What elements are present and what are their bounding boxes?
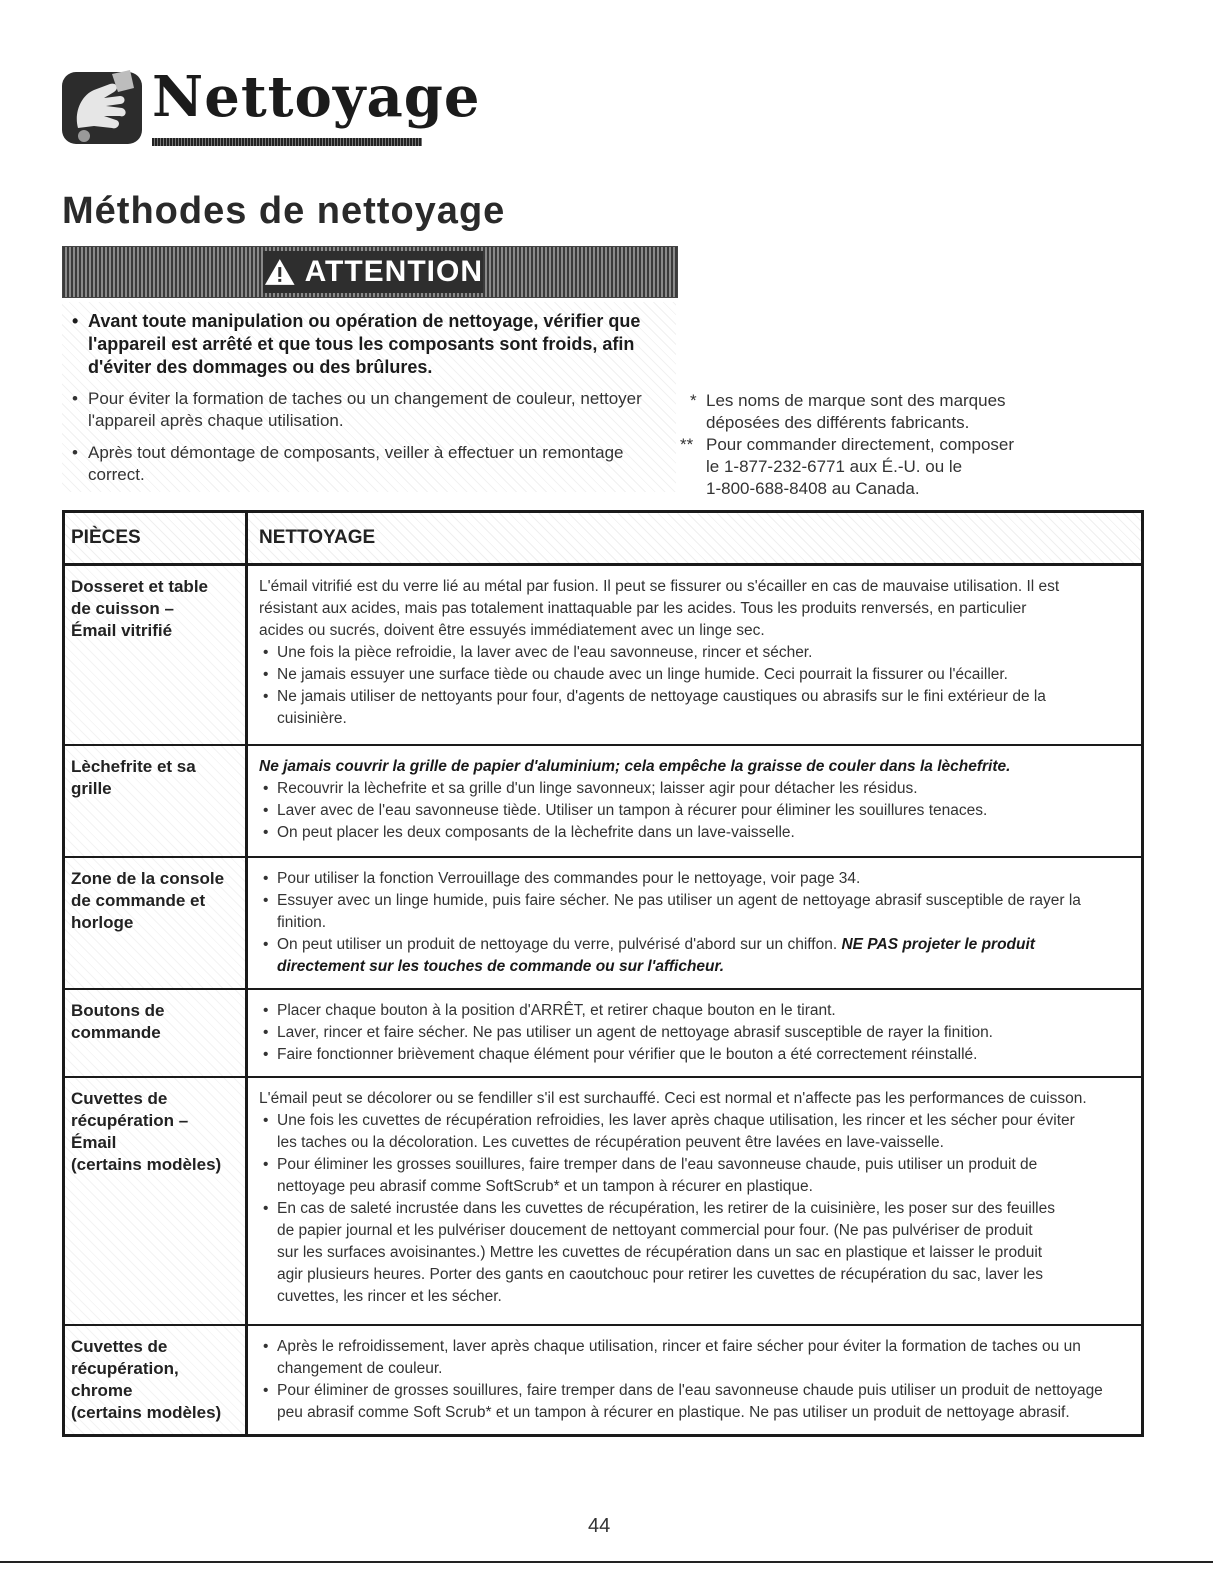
table-row bbox=[65, 1326, 1141, 1434]
list-item: • Essuyer avec un linge humide, puis faire sécher. Ne pas utiliser un agent de nettoyage abrasif susceptible de rayer la finition. bbox=[263, 892, 1081, 931]
cleaning-instructions bbox=[259, 1336, 1135, 1424]
list-item: • Pour utiliser la fonction Verrouillage des commandes pour le nettoyage, voir page 34. bbox=[263, 870, 861, 887]
list-item: • Une fois les cuvettes de récupération refroidies, les laver après chaque utilisation, les rincer et les sécher pour éviter les taches ou la décoloration. Les cuvettes de récupération peuvent être lavées en lave-vaisselle. bbox=[263, 1112, 1075, 1151]
piece-name: Dosseret et table de cuisson – Émail vitrifié bbox=[71, 577, 208, 640]
order-note: ** Pour commander directement, composer le 1-877-232-6771 aux É.-U. ou le 1-800-688-8408 au Canada. bbox=[680, 435, 1015, 498]
table-row bbox=[65, 746, 1141, 858]
piece-name: Boutons de commande bbox=[71, 1001, 165, 1042]
column-header-pieces: PIÈCES bbox=[71, 527, 141, 548]
cleaning-table bbox=[62, 510, 1144, 1437]
list-item: • Laver avec de l'eau savonneuse tiède. Utiliser un tampon à récurer pour éliminer les souillures tenaces. bbox=[263, 802, 988, 819]
warning-banner-label bbox=[263, 251, 483, 293]
piece-name: Lèchefrite et sa grille bbox=[71, 757, 196, 798]
header-title: Nettoyage bbox=[152, 64, 481, 130]
piece-name: Cuvettes de récupération, chrome (certains modèles) bbox=[71, 1337, 222, 1422]
list-item: • On peut placer les deux composants de la lèchefrite dans un lave-vaisselle. bbox=[263, 824, 795, 841]
cleaning-instructions bbox=[259, 756, 1135, 844]
warning-triangle-icon bbox=[263, 257, 297, 287]
trademark-note: * Les noms de marque sont des marques déposées des différents fabricants. bbox=[690, 391, 1006, 432]
warning-item: • Pour éviter la formation de taches ou un changement de couleur, nettoyer l'appareil après chaque utilisation. bbox=[72, 389, 642, 430]
piece-name: Cuvettes de récupération – Émail (certains modèles) bbox=[71, 1089, 222, 1174]
list-item: • Ne jamais essuyer une surface tiède ou chaude avec un linge humide. Ceci pourrait la fissurer ou l'écailler. bbox=[263, 666, 1008, 683]
table-row bbox=[65, 858, 1141, 990]
cleaning-instructions bbox=[259, 1000, 1135, 1066]
section-title: Méthodes de nettoyage bbox=[62, 190, 506, 232]
header-underline bbox=[152, 138, 422, 146]
table-row bbox=[65, 1078, 1141, 1326]
warning-banner bbox=[62, 246, 678, 298]
table-row bbox=[65, 566, 1141, 746]
footnotes bbox=[680, 390, 1110, 500]
list-item: • Laver, rincer et faire sécher. Ne pas utiliser un agent de nettoyage abrasif susceptible de rayer la finition. bbox=[263, 1024, 993, 1041]
list-item: • Ne jamais utiliser de nettoyants pour four, d'agents de nettoyage caustiques ou abrasifs sur le fini extérieur de la cuisinière. bbox=[263, 688, 1046, 727]
warning-box bbox=[62, 246, 678, 496]
list-item: • Pour éliminer les grosses souillures, faire tremper dans de l'eau savonneuse chaude, puis utiliser un produit de nettoyage peu abrasif comme SoftScrub* et un tampon à récurer en plastique. bbox=[263, 1156, 1038, 1195]
table-header bbox=[65, 513, 1141, 566]
cleaning-instructions bbox=[259, 868, 1135, 978]
list-item: • On peut utiliser un produit de nettoyage du verre, pulvérisé d'abord sur un chiffon. NE PAS projeter le produit directement sur les touches de commande ou sur l'afficheur. bbox=[263, 936, 1035, 975]
list-item: • En cas de saleté incrustée dans les cuvettes de récupération, les retirer de la cuisinière, les poser sur des feuilles de papier journal et les pulvériser doucement de nettoyant commercial pour four. (Ne pas pulvériser de produit sur les surfaces avoisinantes.) Mettre les cuvettes de récupération dans un sac en plastique et laisser le produit agir plusieurs heures. Porter des gants en caoutchouc pour retirer les cuvettes de récupération du sac, laver les cuvettes, les rincer et les sécher. bbox=[263, 1200, 1055, 1305]
cleaning-hand-icon bbox=[60, 66, 146, 148]
cleaning-instructions: L'émail vitrifié est du verre lié au métal par fusion. Il peut se fissurer ou s'écailler en cas de mauvaise utilisation. Il est résistant aux acides, mais pas totalement inattaquable par les acides. Tous les produits renversés, en particulier acides ou sucrés, doivent être essuyés immédiatement avec un linge sec. • Une fois la pièce refroidie, la laver avec de l'eau savonneuse, rincer et sécher. • Ne jamais essuyer une surface tiède ou chaude avec un linge humide. Ceci pourrait la fissurer ou l'écailler. • Ne jamais utiliser de nettoyants pour four, d'agents de nettoyage caustiques ou abrasifs sur le fini extérieur de la cuisinière. bbox=[259, 576, 1135, 730]
list-item: • Placer chaque bouton à la position d'ARRÊT, et retirer chaque bouton en le tirant. bbox=[263, 1002, 836, 1019]
emphasis-warning: Ne jamais couvrir la grille de papier d'aluminium; cela empêche la graisse de couler dans la lèchefrite. bbox=[259, 758, 1011, 775]
warning-title: ATTENTION bbox=[304, 255, 483, 288]
list-item: • Recouvrir la lèchefrite et sa grille d'un linge savonneux; laisser agir pour détacher les résidus. bbox=[263, 780, 918, 797]
list-item: • Une fois la pièce refroidie, la laver avec de l'eau savonneuse, rincer et sécher. bbox=[263, 644, 813, 661]
cleaning-instructions: L'émail peut se décolorer ou se fendiller s'il est surchauffé. Ceci est normal et n'affecte pas les performances de cuisson. • Une fois les cuvettes de récupération refroidies, les laver après chaque utilisation, les rincer et les sécher pour éviter les taches ou la décoloration. Les cuvettes de récupération peuvent être lavées en lave-vaisselle. • Pour éliminer les grosses souillures, faire tremper dans de l'eau savonneuse chaude, puis utiliser un produit de nettoyage peu abrasif comme SoftScrub* et un tampon à récurer en plastique. • En cas de saleté incrustée dans les cuvettes de récupération, les retirer de la cuisinière, les poser sur des feuilles de papier journal et les pulvériser doucement de nettoyant commercial pour four. (Ne pas pulvériser de produit sur les surfaces avoisinantes.) Mettre les cuvettes de récupération dans un sac en plastique et laisser le produit agir plusieurs heures. Porter des gants en caoutchouc pour retirer les cuvettes de récupération du sac, laver les cuvettes, les rincer et les sécher. bbox=[259, 1088, 1135, 1308]
warning-body bbox=[62, 302, 676, 492]
piece-name: Zone de la console de commande et horloge bbox=[71, 869, 225, 932]
list-item: • Pour éliminer de grosses souillures, faire tremper dans de l'eau savonneuse chaude puis utiliser un produit de nettoyage peu abrasif comme Soft Scrub* et un tampon à récurer en plastique. Ne pas utiliser un produit de nettoyage abrasif. bbox=[263, 1382, 1103, 1421]
page-number: 44 bbox=[588, 1515, 611, 1537]
warning-item: • Avant toute manipulation ou opération de nettoyage, vérifier que l'appareil est arrêté et que tous les composants sont froids, afin d'éviter des dommages ou des brûlures. bbox=[72, 311, 641, 377]
column-header-nettoyage: NETTOYAGE bbox=[259, 527, 376, 548]
page-header bbox=[60, 62, 481, 152]
list-item: • Après le refroidissement, laver après chaque utilisation, rincer et faire sécher pour éviter la formation de taches ou un changement de couleur. bbox=[263, 1338, 1081, 1377]
list-item: • Faire fonctionner brièvement chaque élément pour vérifier que le bouton a été correctement réinstallé. bbox=[263, 1046, 978, 1063]
warning-item: • Après tout démontage de composants, veiller à effectuer un remontage correct. bbox=[72, 443, 624, 484]
footer-rule bbox=[0, 1561, 1213, 1563]
table-row bbox=[65, 990, 1141, 1078]
